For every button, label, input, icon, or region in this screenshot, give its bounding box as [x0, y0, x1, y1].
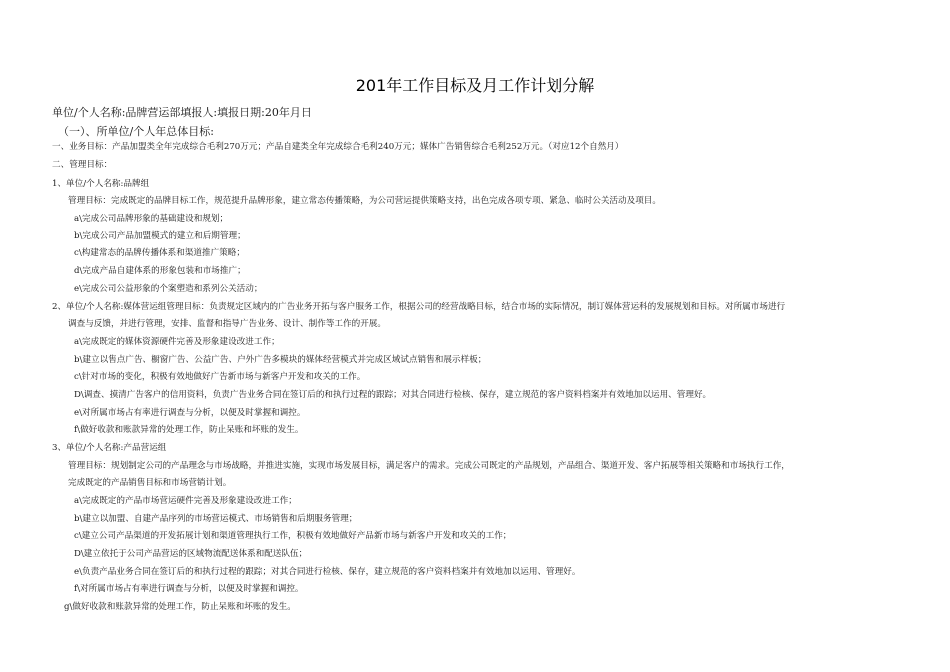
list-item: a\完成公司品牌形象的基础建设和规划；	[74, 214, 229, 224]
group2-heading: 2、单位/个人名称:媒体营运组管理目标：负责规定区域内的广告业务开拓与客户服务工作，根据公司的经营战略目标，结合市场的实际情况，制订媒体营运科的发展规划和目标。对所属市场进行	[52, 302, 786, 312]
list-item: D\建立依托于公司产品营运的区域物流配送体系和配送队伍；	[74, 549, 308, 559]
list-item: c\建立公司产品渠道的开发拓展计划和渠道管理执行工作，积极有效地做好产品新市场与新客户开发和攻关的工作；	[74, 531, 512, 541]
group3-target-continued: 完成既定的产品销售目标和市场营销计划。	[68, 478, 232, 488]
list-item: a\完成既定的媒体资源硬件完善及形象建设改进工作；	[74, 337, 280, 347]
list-item: c\针对市场的变化，积极有效地做好广告新市场与新客户开发和攻关的工作。	[74, 372, 366, 382]
group1-target: 管理目标：完成既定的品牌目标工作，规范提升品牌形象，建立常态传播策略，为公司营运提供策略支持，出色完成各项专项、紧急、临时公关活动及项目。	[68, 196, 661, 206]
page-title: 201年工作目标及月工作计划分解	[355, 76, 595, 95]
list-item: a\完成既定的产品市场营运硬件完善及形象建设改进工作；	[74, 496, 297, 506]
list-item: g\做好收款和账款异常的处理工作，防止呆账和坏账的发生。	[64, 602, 296, 612]
section-overall-heading: （一）、所单位/个人年总体目标:	[58, 125, 214, 138]
group3-heading: 3、单位/个人名称:产品营运组	[52, 443, 167, 453]
list-item: f\对所属市场占有率进行调查与分析，以便及时掌握和调控。	[74, 584, 304, 594]
list-item: e\完成公司公益形象的个案塑造和系列公关活动；	[74, 284, 263, 294]
list-item: c\构建常态的品牌传播体系和渠道推广策略；	[74, 248, 245, 258]
group3-target: 管理目标：规划制定公司的产品理念与市场战略，并推进实施，实现市场发展目标，满足客户的需求。完成公司既定的产品规划，产品组合、渠道开发、客户拓展等相关策略和市场执行工作，	[68, 461, 790, 471]
group1-heading: 1、单位/个人名称:品牌组	[52, 179, 150, 189]
management-goal-heading: 二、管理目标：	[52, 160, 113, 170]
list-item: D\调查、摸清广告客户的信用资料，负责广告业务合同在签订后的和执行过程的跟踪；对其合同进行检核、保存，建立规范的客户资料档案并有效地加以运用、管理好。	[74, 390, 712, 400]
group2-heading-continued: 调查与反馈，并进行管理，安排、监督和指导广告业务、设计、制作等工作的开展。	[68, 319, 386, 329]
list-item: b\完成公司产品加盟模式的建立和后期管理；	[74, 231, 246, 241]
list-item: f\做好收款和账款异常的处理工作，防止呆账和坏账的发生。	[74, 425, 304, 435]
list-item: b\建立以加盟、自建产品序列的市场营运模式、市场销售和后期服务管理；	[74, 514, 358, 524]
header-line: 单位/个人名称:品牌营运部填报人:填报日期:20年月日	[52, 106, 312, 119]
list-item: b\建立以售点广告、橱窗广告、公益广告、户外广告多模块的媒体经营模式并完成区域试点销售和展示样板；	[74, 355, 487, 365]
business-goal: 一、业务目标：产品加盟类全年完成综合毛利270万元；产品自建类全年完成综合毛利240万元；媒体广告销售综合毛利252万元。（对应12个自然月）	[52, 142, 624, 152]
list-item: e\负责产品业务合同在签订后的和执行过程的跟踪；对其合同进行检核、保存，建立规范的客户资料档案并有效地加以运用、管理好。	[74, 567, 581, 577]
list-item: d\完成产品自建体系的形象包装和市场推广；	[74, 266, 246, 276]
list-item: e\对所属市场占有率进行调查与分析，以便及时掌握和调控。	[74, 408, 306, 418]
